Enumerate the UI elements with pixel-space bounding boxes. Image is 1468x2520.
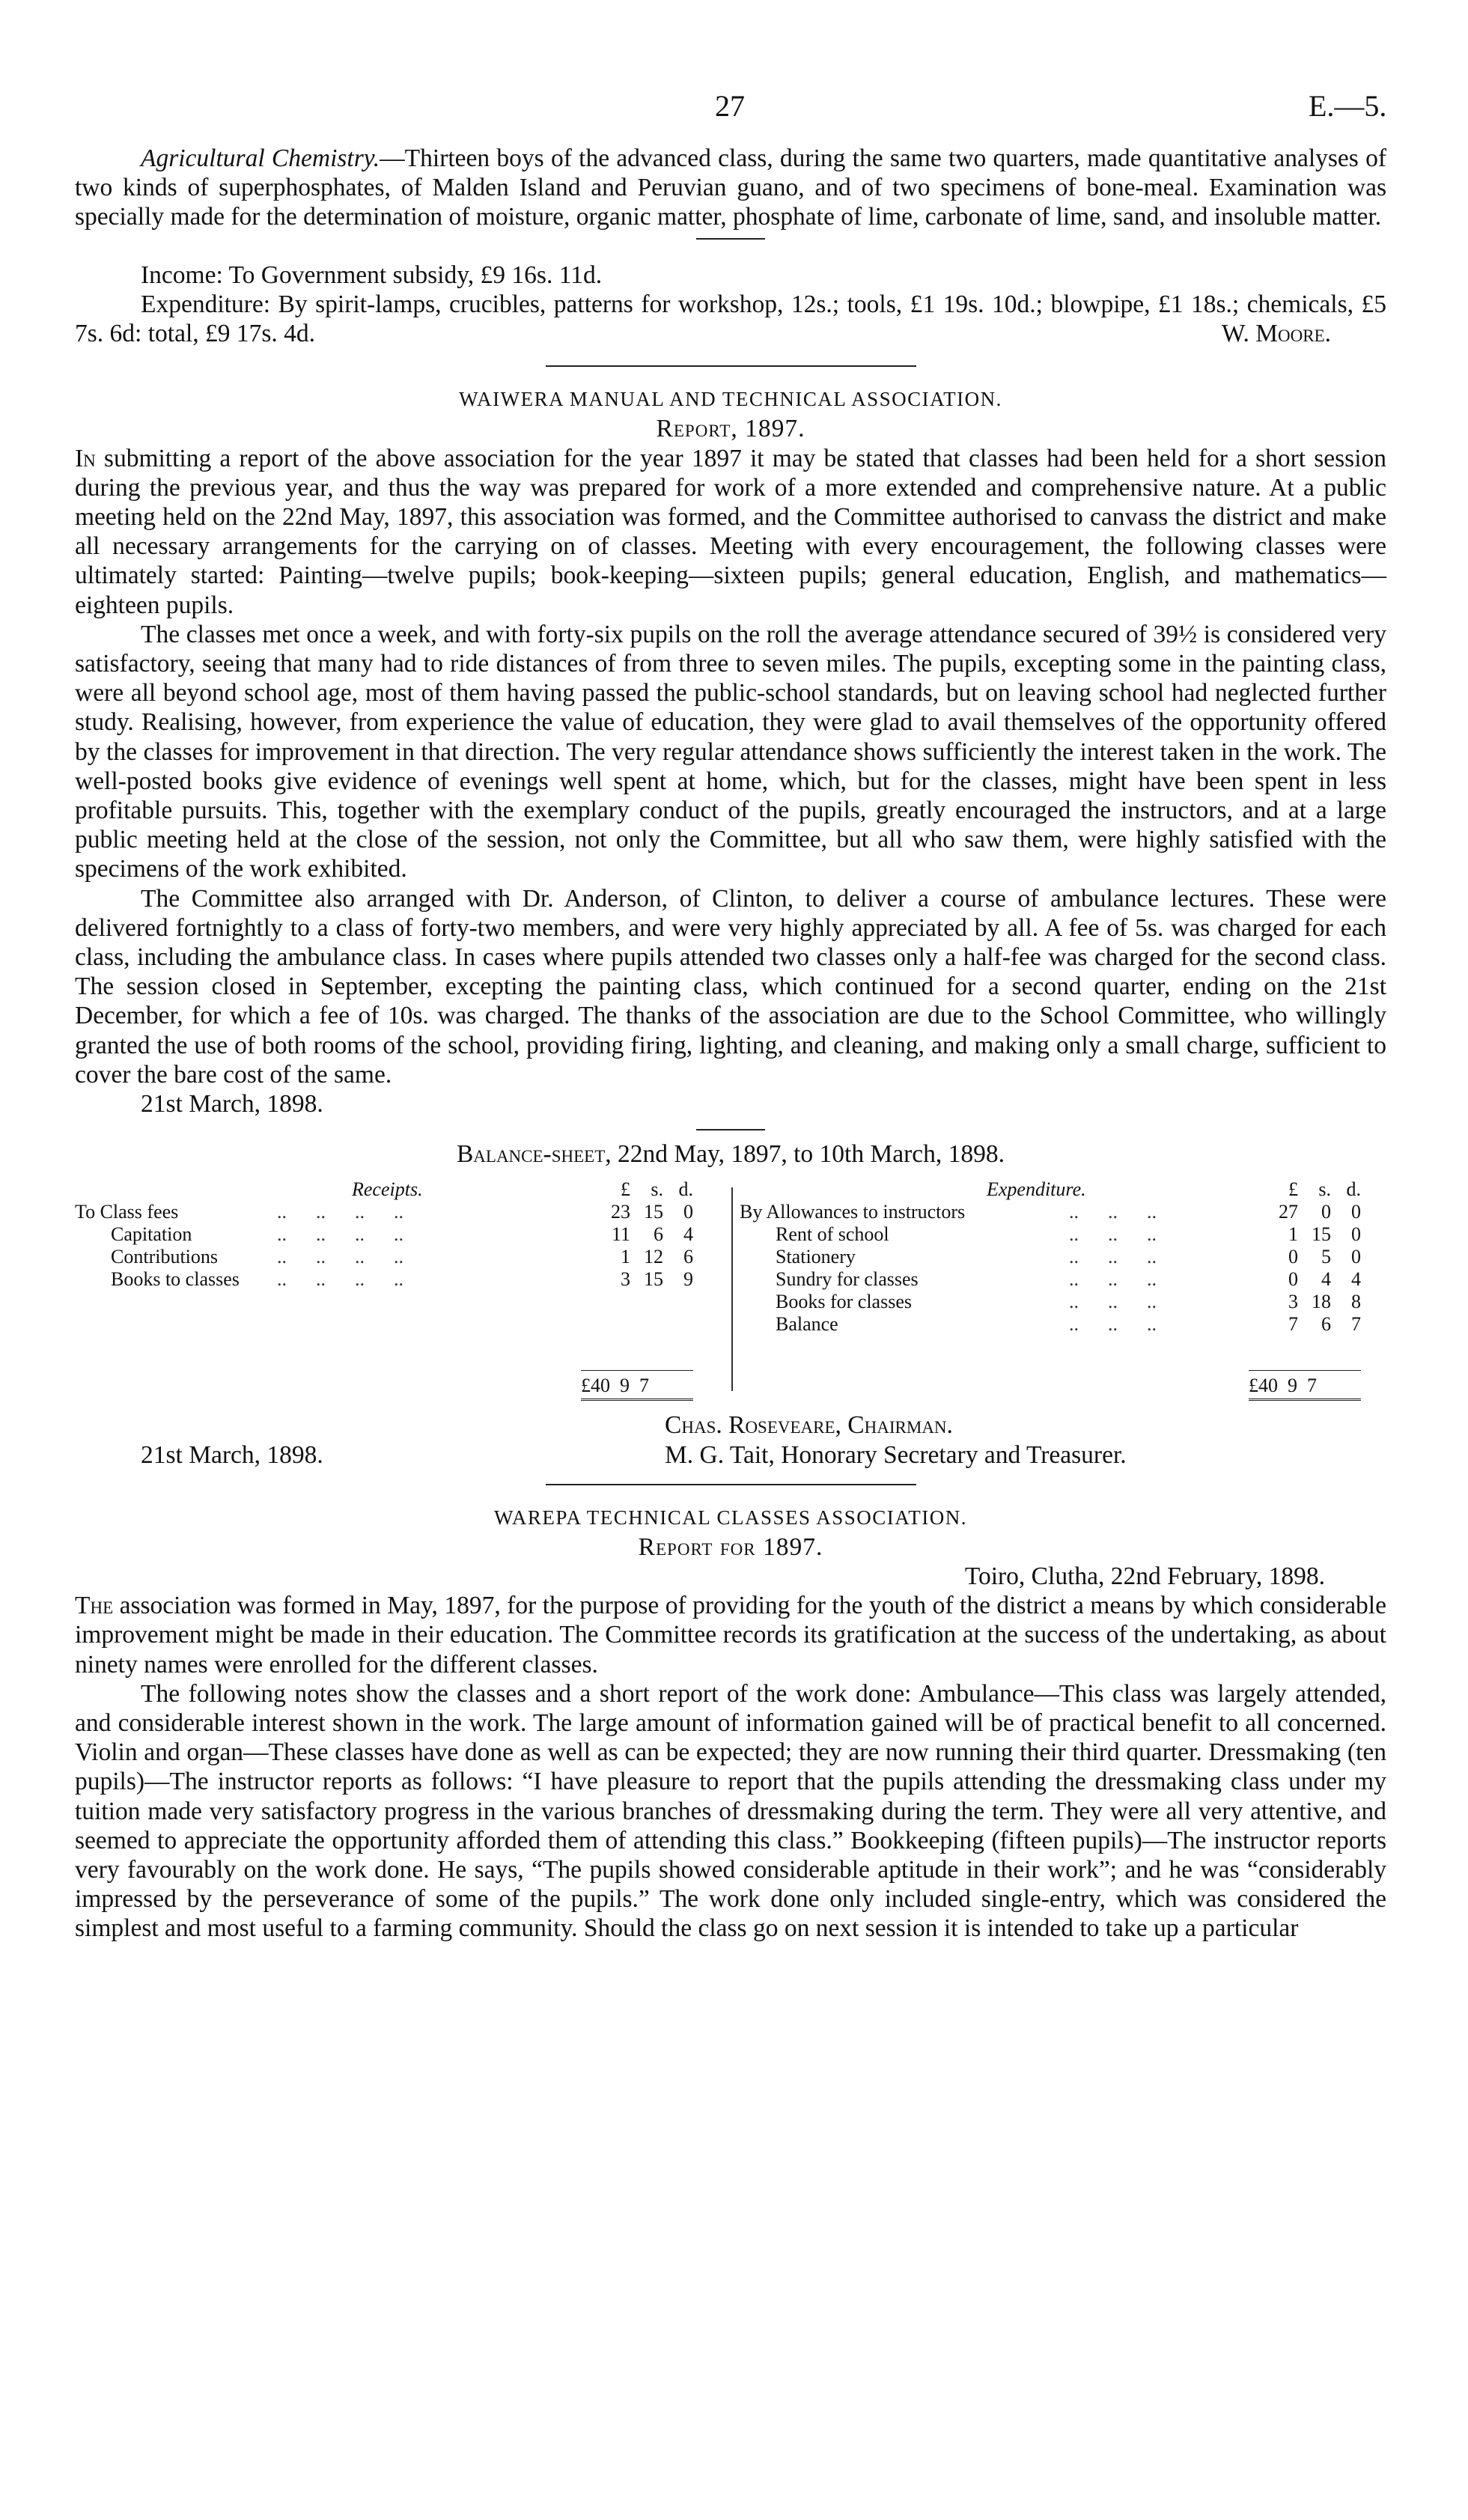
expenditure-row-shillings: 4 [1321, 1267, 1331, 1290]
expenditure-row-shillings: 0 [1321, 1200, 1331, 1223]
secretary-signature: M. G. Tait, Honorary Secretary and Treasurer. [665, 1440, 1127, 1469]
expenditure-row-leader: .. .. .. [1069, 1312, 1157, 1335]
expenditure-row-pounds: 1 [1288, 1223, 1298, 1245]
receipts-caption: Receipts. [352, 1178, 423, 1200]
waiwera-paragraph-1 [75, 444, 1386, 620]
warepa-paragraph-2: The following notes show the classes and a short report of the work done: Ambulance—This class was largely attended, and considerable interest shown in the work. The large amount of information gained will be of practical benefit to all concerned. Violin and organ—These classes have done as well as can be expected; they are now running their third quarter. Dressmaking (ten pupils)—The instructor reports as follows: “I have pleasure to report that the pupils attending the dressmaking class under my tuition made very satisfactory progress in the various branches of dressmaking during the term. They were all very attentive, and seemed to appreciate the opportunity afforded them of attending this class.” Bookkeeping (fifteen pupils)—The instructor reports very favourably on the work done. He says, “The pupils showed considerable aptitude in their work”; and he was “considerably impressed by the perseverance of some of the pupils.” The work done only included single-entry, which was considered the simplest and most useful to a farming community. Should the class go on next session it is intended to take up a particular [75, 1679, 1386, 1943]
balance-sheet-title-sc: Balance-sheet, [456, 1140, 612, 1169]
expenditure-row-pounds: 7 [1288, 1312, 1298, 1335]
receipts-row-shillings: 12 [644, 1245, 663, 1267]
expenditure-row-leader: .. .. .. [1069, 1200, 1157, 1223]
receipts-row-shillings: 15 [644, 1267, 663, 1290]
expenditure-row-pence: 0 [1351, 1245, 1361, 1267]
receipts-row-label: Books to classes [111, 1267, 240, 1290]
warepa-paragraph-1 [75, 1591, 1386, 1679]
short-divider [696, 238, 765, 240]
warepa-subheading: Report for 1897. [638, 1533, 823, 1561]
expenditure-total-double-rule [1249, 1399, 1361, 1401]
balance-sheet-signatures [75, 1410, 1386, 1473]
expenditure-row-pence: 0 [1351, 1223, 1361, 1245]
document-reference: E.—5. [1309, 89, 1387, 123]
expenditure-row-label: Balance [776, 1312, 838, 1335]
short-divider-2 [696, 1129, 765, 1130]
waiwera-subheading: Report, 1897. [656, 415, 805, 443]
expenditure-row-pence: 8 [1351, 1290, 1361, 1312]
section-divider-2 [546, 1484, 916, 1485]
balance-sheet-title [75, 1139, 1386, 1169]
expenditure-row-label: By Allowances to instructors [740, 1200, 966, 1223]
receipts-total-value: £40 9 7 [581, 1374, 649, 1396]
agricultural-chemistry-paragraph [75, 144, 1386, 232]
expenditure-row [740, 1268, 1386, 1291]
expenditure-line: Expenditure: By spirit-lamps, crucibles, patterns for workshop, 12s.; tools, £1 19s. 10d.; blowpipe, £1 18s.; chemicals, £5 7s. 6d: total, £9 17s. 4d. [75, 290, 1386, 348]
expenditure-row [740, 1313, 1386, 1336]
expenditure-row-shillings: 6 [1321, 1312, 1331, 1335]
balance-sheet-title-rest: 22nd May, 1897, to 10th March, 1898. [611, 1140, 1005, 1169]
receipts-row-pounds: 23 [611, 1200, 630, 1223]
balance-sheet-divider [731, 1187, 733, 1391]
warepa-p1-lead: The [75, 1592, 114, 1620]
receipts-row-pounds: 3 [621, 1267, 630, 1290]
receipts-total-rule [581, 1370, 693, 1371]
expenditure-row [740, 1291, 1386, 1313]
expenditure-header [740, 1178, 1386, 1201]
receipts-row-pence: 4 [683, 1223, 693, 1245]
warepa-dateline: Toiro, Clutha, 22nd February, 1898. [964, 1562, 1325, 1590]
expenditure-row-leader: .. .. .. [1069, 1290, 1157, 1312]
expenditure-column [740, 1178, 1386, 1396]
agricultural-chemistry-text: —Thirteen boys of the advanced class, during the same two quarters, made quantitative analyses of two kinds of superphosphates, of Malden Island and Peruvian guano, and of two specimens of bone-meal. Examination was specially made for the determination of moisture, organic matter, phosphate of lime, carbonate of lime, sand, and insoluble matter. [75, 144, 1387, 231]
balance-sheet [75, 1178, 1386, 1425]
receipts-row-leader: .. .. .. .. [277, 1245, 403, 1267]
moore-signature-line [75, 319, 1386, 349]
waiwera-date: 21st March, 1898. [141, 1090, 323, 1119]
expenditure-row-pounds: 0 [1288, 1267, 1298, 1290]
waiwera-p1-lead: In [75, 444, 96, 472]
section-divider [546, 365, 916, 367]
receipts-col-pounds: £ [621, 1178, 630, 1200]
warepa-heading: WAREPA TECHNICAL CLASSES ASSOCIATION. [493, 1506, 968, 1529]
expenditure-total-rule [1249, 1370, 1361, 1371]
expenditure-row-shillings: 18 [1312, 1290, 1331, 1312]
expenditure-row-pence: 7 [1351, 1312, 1361, 1335]
receipts-total-double-rule [581, 1399, 693, 1401]
page-header [0, 88, 1468, 126]
expenditure-row-shillings: 15 [1312, 1223, 1331, 1245]
expenditure-row [740, 1246, 1386, 1268]
receipts-row [75, 1223, 726, 1246]
waiwera-heading: WAIWERA MANUAL AND TECHNICAL ASSOCIATION. [459, 388, 1002, 411]
expenditure-row-label: Stationery [776, 1245, 856, 1267]
receipts-row-leader: .. .. .. .. [277, 1200, 403, 1223]
expenditure-row-pounds: 3 [1288, 1290, 1298, 1312]
receipts-column [75, 1178, 726, 1396]
chairman-signature-text: Chas. Roseveare, Chairman. [665, 1410, 953, 1439]
balance-sheet-date: 21st March, 1898. [141, 1440, 323, 1469]
expenditure-row-label: Books for classes [776, 1290, 912, 1312]
expenditure-row-pounds: 27 [1279, 1200, 1298, 1223]
expenditure-row-leader: .. .. .. [1069, 1245, 1157, 1267]
warepa-p1-text: association was formed in May, 1897, for the purpose of providing for the youth of the district a means by which considerable improvement might be made in their education. The Committee records its gratification at the success of the undertaking, as about ninety names were enrolled for the different classes. [75, 1592, 1386, 1679]
receipts-header [75, 1178, 726, 1201]
moore-signature: W. Moore. [1221, 320, 1331, 348]
expenditure-row-pence: 4 [1351, 1267, 1361, 1290]
expenditure-caption: Expenditure. [987, 1178, 1086, 1200]
expenditure-row-shillings: 5 [1321, 1245, 1331, 1267]
waiwera-p1-text: submitting a report of the above association for the year 1897 it may be stated that classes had been held for a short session during the previous year, and thus the way was prepared for work of a more extended and comprehensive nature. At a public meeting held on the 22nd May, 1897, this association was formed, and the Committee authorised to canvass the district and make all necessary arrangements for the carrying on of classes. Meeting with every encouragement, the following classes were ultimately started: Painting—twelve pupils; book-keeping—sixteen pupils; general education, English, and mathematics—eighteen pupils. [75, 444, 1386, 619]
receipts-row-label: Capitation [111, 1223, 192, 1245]
waiwera-paragraph-3: The Committee also arranged with Dr. Anderson, of Clinton, to deliver a course of ambulance lectures. These were delivered fortnightly to a class of forty-two members, and were very highly appreciated by all. A fee of 5s. was charged for each class, including the ambulance class. In cases where pupils attended two classes only a half-fee was charged for the second class. The session closed in September, excepting the painting class, which continued for a second quarter, ending on the 21st December, for which a fee of 10s. was charged. The thanks of the association are due to the School Committee, who willingly granted the use of both rooms of the school, providing firing, lighting, and cleaning, and making only a small charge, sufficient to cover the bare cost of the same. [75, 884, 1386, 1089]
expenditure-row-pounds: 0 [1288, 1245, 1298, 1267]
expenditure-row [740, 1223, 1386, 1246]
expenditure-total-value: £40 9 7 [1249, 1374, 1317, 1396]
page-body [75, 144, 1386, 1944]
receipts-row-leader: .. .. .. .. [277, 1267, 403, 1290]
receipts-row-shillings: 6 [654, 1223, 663, 1245]
expenditure-col-shillings: s. [1318, 1178, 1331, 1200]
income-line: Income: To Government subsidy, £9 16s. 11d. [141, 261, 603, 289]
receipts-row-pence: 9 [683, 1267, 693, 1290]
expenditure-col-pounds: £ [1288, 1178, 1298, 1200]
expenditure-row-label: Sundry for classes [776, 1267, 919, 1290]
receipts-row-pence: 6 [683, 1245, 693, 1267]
expenditure-row [740, 1201, 1386, 1223]
receipts-row-pounds: 11 [611, 1223, 630, 1245]
waiwera-paragraph-2: The classes met once a week, and with forty-six pupils on the roll the average attendance secured of 39½ is considered very satisfactory, seeing that many had to ride distances of from three to seven miles. The pupils, excepting some in the painting class, were all beyond school age, most of them having passed the public-school standards, but on leaving school had neglected further study. Realising, however, from experience the value of education, they were glad to avail themselves of the opportunity offered by the classes for improvement in that direction. The very regular attendance shows sufficiently the interest taken in the work. The well-posted books give evidence of evenings well spent at home, which, but for the classes, might have been spent in less profitable pursuits. This, together with the exemplary conduct of the pupils, greatly encouraged the instructors, and at a large public meeting held at the close of the session, not only the Committee, but all who saw them, were highly satisfied with the specimens of the work exhibited. [75, 620, 1386, 883]
receipts-row [75, 1268, 726, 1291]
receipts-row-pounds: 1 [621, 1245, 630, 1267]
receipts-rows [75, 1201, 726, 1291]
receipts-row-label: Contributions [111, 1245, 219, 1267]
expenditure-row-pence: 0 [1351, 1200, 1361, 1223]
page-number: 27 [715, 89, 745, 123]
receipts-row-label: To Class fees [75, 1200, 179, 1223]
expenditure-row-leader: .. .. .. [1069, 1267, 1157, 1290]
expenditure-row-leader: .. .. .. [1069, 1223, 1157, 1245]
receipts-col-shillings: s. [651, 1178, 663, 1200]
receipts-row [75, 1246, 726, 1268]
chairman-signature [665, 1410, 953, 1440]
receipts-row-leader: .. .. .. .. [277, 1223, 403, 1245]
receipts-row-shillings: 15 [644, 1200, 663, 1223]
expenditure-row-label: Rent of school [776, 1223, 889, 1245]
receipts-col-pence: d. [678, 1178, 693, 1200]
expenditure-col-pence: d. [1346, 1178, 1361, 1200]
receipts-row-pence: 0 [683, 1200, 693, 1223]
expenditure-rows [740, 1201, 1386, 1336]
agricultural-chemistry-title: Agricultural Chemistry. [141, 144, 380, 172]
receipts-row [75, 1201, 726, 1223]
